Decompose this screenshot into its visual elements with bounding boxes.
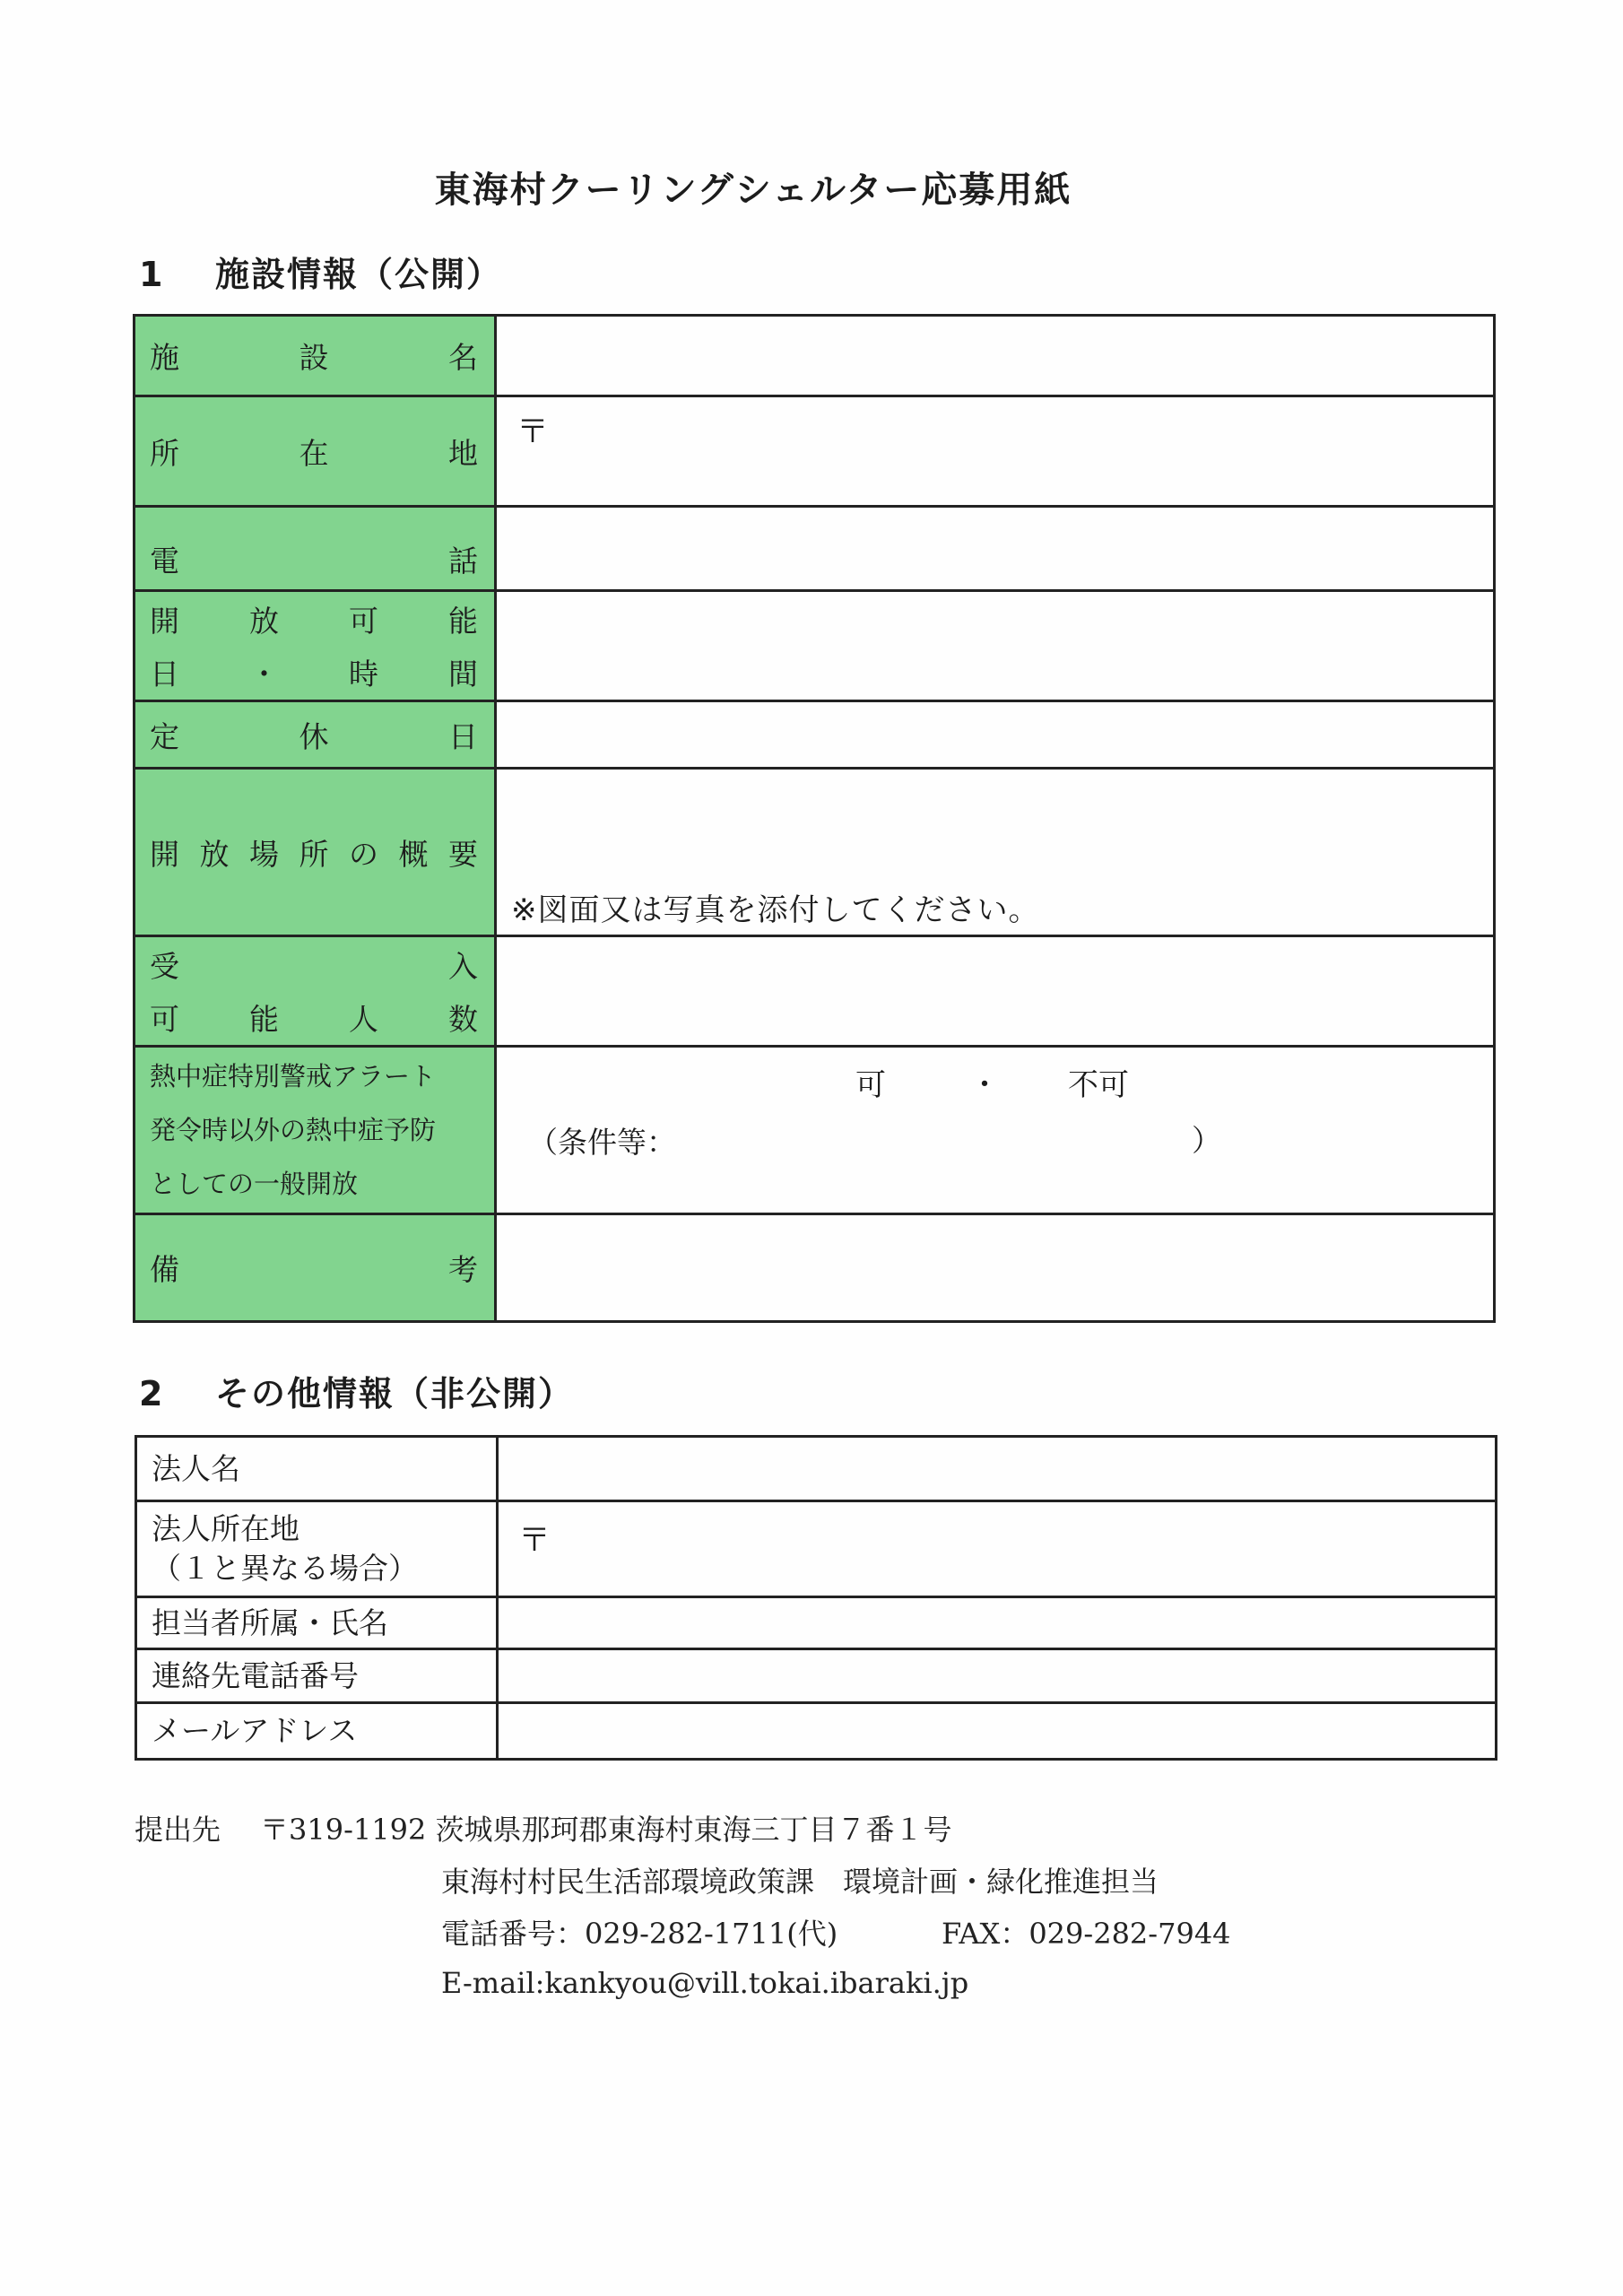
row-corp-name (136, 1437, 1497, 1501)
row-closed-days (135, 701, 1495, 769)
label-char: 定 (150, 718, 179, 754)
label-open-hours (135, 591, 496, 701)
section-2-heading (139, 1366, 574, 1415)
row-contact-person (136, 1597, 1497, 1649)
label-remarks (135, 1214, 496, 1322)
label-char: 話 (448, 544, 478, 578)
label-char: 能 (448, 604, 478, 639)
label-char: 開 (150, 836, 179, 872)
label-phone (135, 507, 496, 591)
label-char: 人 (349, 1002, 378, 1037)
label-corp-address (136, 1501, 498, 1597)
label-char: 間 (448, 657, 478, 691)
label-char: 名 (448, 340, 478, 375)
label-char: 考 (448, 1252, 478, 1287)
label-line: としての一般開放 (150, 1169, 359, 1199)
label-char: 放 (249, 604, 279, 639)
row-open-hours (135, 591, 1495, 701)
label-char: 休 (299, 718, 329, 754)
label-char: 可 (150, 1002, 179, 1037)
row-phone (135, 507, 1495, 591)
label-char: 能 (249, 1002, 279, 1037)
submit-address: 〒319-1192 茨城県那珂郡東海村東海三丁目７番１号 (260, 1813, 952, 1847)
attachment-note: ※図面又は写真を添付してください。 (511, 892, 1040, 928)
label-char: 在 (299, 435, 329, 471)
row-location (135, 396, 1495, 507)
label-location (135, 396, 496, 507)
row-email (136, 1703, 1497, 1760)
row-remarks (135, 1214, 1495, 1322)
label-line: 法人所在地 (152, 1511, 299, 1546)
label-line: 発令時以外の熱中症予防 (150, 1115, 437, 1145)
row-facility-name (135, 316, 1495, 396)
label-char: の (349, 836, 378, 872)
label-general-opening (135, 1047, 496, 1214)
label-contact-phone: 連絡先電話番号 (136, 1649, 498, 1703)
submit-fax: FAX：029‐282‐7944 (942, 1917, 1231, 1951)
facility-name-field[interactable] (496, 316, 1495, 396)
general-opening-field (496, 1047, 1495, 1214)
other-info-table (135, 1435, 1497, 1761)
section-2-title: その他情報（非公開） (215, 1374, 575, 1413)
row-general-opening (135, 1047, 1495, 1214)
section-1-title: 施設情報（公開） (215, 255, 503, 294)
condition-label: （条件等： (528, 1125, 676, 1160)
label-char: 所 (150, 435, 179, 471)
label-facility-name (135, 316, 496, 396)
label-char: 電 (150, 544, 179, 578)
label-line: 熱中症特別警戒アラート (150, 1061, 437, 1091)
label-char: 時 (349, 657, 378, 691)
row-area-overview (135, 769, 1495, 936)
label-char: 場 (249, 836, 279, 872)
corp-name-field[interactable] (498, 1437, 1497, 1501)
submit-department: 東海村村民生活部環境政策課 環境計画・緑化推進担当 (441, 1865, 1159, 1899)
option-yes[interactable]: 可 (855, 1067, 886, 1103)
label-char: 放 (199, 836, 230, 872)
email-field[interactable] (498, 1703, 1497, 1760)
contact-person-field[interactable] (498, 1597, 1497, 1649)
open-hours-field[interactable] (496, 591, 1495, 701)
label-email: メールアドレス (136, 1703, 498, 1760)
label-char: 受 (150, 949, 179, 984)
label-corp-name: 法人名 (136, 1437, 498, 1501)
page-title: 東海村クーリングシェルター応募用紙 (434, 170, 1072, 211)
label-char: 開 (150, 604, 179, 639)
label-char: 施 (150, 340, 179, 375)
row-corp-address (136, 1501, 1497, 1597)
postal-mark: 〒 (518, 1522, 551, 1559)
section-1-number: 1 (139, 255, 165, 294)
closed-days-field[interactable] (496, 701, 1495, 769)
option-no[interactable]: 不可 (1068, 1067, 1129, 1103)
label-char: 地 (448, 435, 478, 471)
label-capacity (135, 936, 496, 1047)
label-char: 要 (448, 836, 478, 872)
corp-address-field[interactable] (498, 1501, 1497, 1597)
contact-phone-field[interactable] (498, 1649, 1497, 1703)
label-char: 入 (448, 949, 478, 984)
section-2-number: 2 (139, 1374, 165, 1413)
label-contact-person: 担当者所属・氏名 (136, 1597, 498, 1649)
label-closed-days (135, 701, 496, 769)
label-char: 数 (448, 1002, 478, 1037)
label-char: 設 (299, 340, 329, 375)
label-line: （１と異なる場合） (152, 1551, 418, 1586)
submit-phone: 電話番号：029‐282‐1711(代) (441, 1917, 838, 1951)
label-char: 日 (150, 657, 179, 691)
label-char: 概 (398, 836, 429, 872)
location-field[interactable] (496, 396, 1495, 507)
condition-close: ） (1192, 1123, 1221, 1158)
row-contact-phone (136, 1649, 1497, 1703)
submit-email[interactable]: E-mail:kankyou@vill.tokai.ibaraki.jp (441, 1966, 969, 2000)
label-area-overview (135, 769, 496, 936)
area-overview-field[interactable] (496, 769, 1495, 936)
submit-label: 提出先 (135, 1813, 221, 1847)
label-char: 所 (299, 836, 329, 872)
remarks-field[interactable] (496, 1214, 1495, 1322)
label-char: 備 (150, 1252, 179, 1287)
row-capacity (135, 936, 1495, 1047)
label-char: 日 (448, 718, 478, 754)
phone-field[interactable] (496, 507, 1495, 591)
postal-mark: 〒 (516, 413, 550, 450)
option-separator: ・ (969, 1067, 1000, 1103)
facility-info-table (133, 314, 1496, 1323)
label-char: 可 (349, 604, 378, 639)
section-1-heading (139, 247, 502, 296)
label-char: ・ (249, 657, 279, 691)
capacity-field[interactable] (496, 936, 1495, 1047)
